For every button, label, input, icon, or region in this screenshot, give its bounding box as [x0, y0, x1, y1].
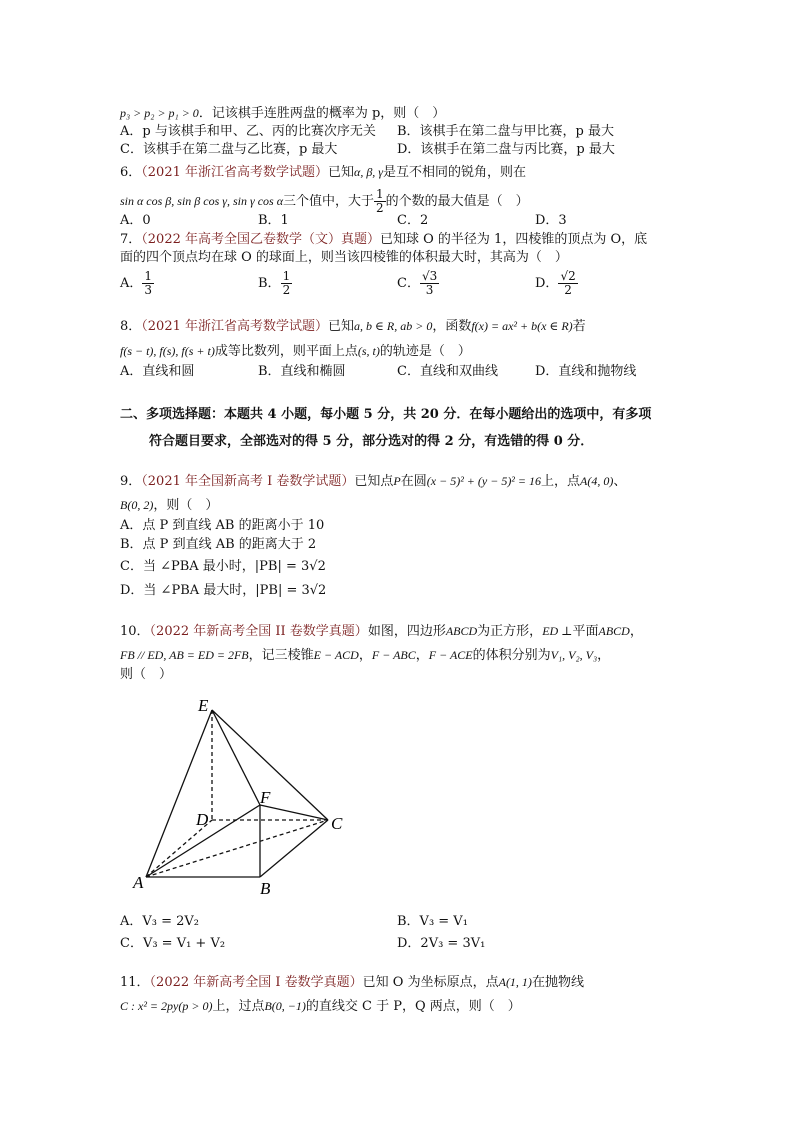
section2-heading-line1: 二、多项选择题：本题共 4 小题，每小题 5 分，共 20 分．在每小题给出的选项中，有多项: [120, 407, 652, 422]
q10-math7: F − ACE: [428, 648, 473, 662]
q10-text2: 为正方形，: [477, 624, 543, 639]
q5-option-a: A．p 与该棋手和甲、乙、丙的比赛次序无关: [120, 124, 376, 139]
q5-condition: [120, 104, 445, 123]
q9-text2: 在圆: [400, 474, 427, 489]
q9-option-a: A．点 P 到直线 AB 的距离小于 10: [120, 518, 325, 533]
q10-math8: V₁, V₂, V₃: [550, 648, 598, 662]
q10-option-a: A．V₃ = 2V₂: [120, 914, 200, 929]
q7-b-den: 2: [282, 283, 291, 297]
edge-BC: [260, 820, 328, 877]
q7-a-num: 1: [144, 269, 153, 283]
q9-math4: B(0, 2): [120, 498, 154, 512]
q7-option-c-label: C．: [397, 276, 420, 291]
q11-stem-line1: [120, 973, 584, 992]
q11-text1: 已知 O 为坐标原点，点: [362, 975, 499, 990]
q9-math3: A(4, 0): [580, 474, 614, 488]
q10-source: （2022 年新高考全国 II 卷数学真题）: [149, 624, 368, 639]
q8-math2: f(x) = ax² + b(x ∈ R): [471, 319, 573, 333]
q7-option-c-fraction: [420, 270, 439, 297]
q11-number: 11．: [120, 975, 150, 990]
q7-c-num: √3: [421, 269, 438, 283]
q10-math2: ED ⊥: [542, 624, 573, 638]
q8-option-b: B．直线和椭圆: [258, 364, 346, 379]
q6-stem-line2: [120, 188, 529, 215]
q6-option-c: C．2: [397, 213, 429, 228]
q10-number: 10．: [120, 624, 150, 639]
fig-label-F: F: [260, 788, 271, 807]
fig-label-E: E: [198, 696, 209, 715]
q10-option-c: C．V₃ = V₁ + V₂: [120, 936, 226, 951]
q10-option-b: B．V₃ = V₁: [397, 914, 468, 929]
q9-math2: (x − 5)² + (y − 5)² = 16: [426, 474, 542, 488]
q6-frac-den: 2: [376, 201, 384, 215]
q7-stem-line1: [120, 231, 647, 249]
q8-math3: f(s − t), f(s), f(s + t): [120, 344, 215, 358]
q9-stem-line2: [120, 496, 218, 515]
q6-option-d: D．3: [535, 213, 567, 228]
q8-math4: (s, t): [357, 344, 380, 358]
q8-text5: 的轨迹是（ ）: [379, 344, 471, 359]
q10-text4: ，: [629, 624, 643, 639]
q7-c-den: 3: [425, 283, 434, 297]
q6-frac-num: 1: [376, 187, 384, 201]
q6-text4: 的个数的最大值是（ ）: [385, 194, 529, 209]
q10-text6: ，: [358, 648, 372, 663]
q10-figure: [130, 695, 360, 900]
q10-text9: ，: [597, 648, 611, 663]
q6-math2: sin α cos β, sin β cos γ, sin γ cos α: [120, 194, 284, 208]
q10-math5: E − ACD: [313, 648, 359, 662]
q9-text1: 已知点: [354, 474, 394, 489]
edge-EA: [146, 710, 212, 877]
q6-text3: 三个值中，大于: [283, 194, 375, 209]
q10-text3: 平面: [572, 624, 599, 639]
q9-source: （2021 年全国新高考 I 卷数学试题）: [141, 474, 355, 489]
q8-option-d: D．直线和抛物线: [535, 364, 637, 379]
q10-text5: ，记三棱锥: [248, 648, 314, 663]
q7-option-a-label: A．: [120, 276, 143, 291]
q7-option-b-label: B．: [258, 276, 281, 291]
q11-math1: A(1, 1): [498, 975, 532, 989]
q7-d-num: √2: [560, 269, 576, 283]
q10-stem-line2: [120, 646, 610, 665]
q5-option-d: D．该棋手在第二盘与丙比赛，p 最大: [397, 142, 615, 157]
q9-stem-line1: [120, 472, 626, 491]
q6-math1: α, β, γ: [354, 165, 384, 179]
q10-stem-line3: 则（ ）: [120, 667, 173, 682]
q5-condition-text: ．记该棋手连胜两盘的概率为 p，则（ ）: [198, 106, 446, 121]
q10-math1: ABCD: [445, 624, 478, 638]
q5-option-c: C．该棋手在第二盘与乙比赛，p 最大: [120, 142, 338, 157]
q7-source: （2022 年高考全国乙卷数学（文）真题）: [141, 232, 380, 247]
q10-stem-line1: [120, 622, 643, 641]
q10-text8: 的体积分别为: [472, 648, 551, 663]
q10-option-d: D．2V₃ = 3V₁: [397, 936, 486, 951]
q11-source: （2022 年新高考全国 I 卷数学真题）: [149, 975, 363, 990]
q8-stem-line2: [120, 342, 471, 361]
q8-math1: a, b ∈ R, ab > 0: [354, 319, 433, 333]
q11-math2: C : x² = 2py(p > 0): [120, 999, 213, 1013]
edge-EF: [212, 710, 260, 805]
edge-AC-dashed: [146, 820, 328, 877]
q10-math3: ABCD: [598, 624, 630, 638]
q9-number: 9．: [120, 474, 142, 489]
q11-stem-line2: [120, 997, 521, 1016]
q6-option-a: A．0: [120, 213, 151, 228]
q11-text2: 在抛物线: [531, 975, 584, 990]
q5-option-b: B．该棋手在第二盘与甲比赛，p 最大: [397, 124, 615, 139]
fig-label-B: B: [260, 879, 271, 898]
q7-a-den: 3: [144, 283, 153, 297]
q8-option-a: A．直线和圆: [120, 364, 195, 379]
q6-stem-line1: [120, 163, 526, 182]
q8-text2: ，函数: [432, 319, 472, 334]
q7-option-d-label: D．: [535, 276, 559, 291]
q6-option-b: B．1: [258, 213, 289, 228]
section2-heading-line2: 符合题目要求，全部选对的得 5 分，部分选对的得 2 分，有选错的得 0 分．: [149, 434, 594, 449]
q9-text4: 、: [613, 474, 627, 489]
q7-option-b-fraction: [281, 270, 293, 297]
q8-text4: 成等比数列，则平面上点: [214, 344, 358, 359]
q8-text3: 若: [572, 319, 586, 334]
q6-number: 6．: [120, 165, 142, 180]
q7-option-d-fraction: [558, 270, 577, 297]
q8-stem-line1: [120, 317, 586, 336]
q7-number: 7．: [120, 232, 142, 247]
q10-math6: F − ABC: [371, 648, 416, 662]
q9-option-b: B．点 P 到直线 AB 的距离大于 2: [120, 537, 317, 552]
q9-option-d: D．当 ∠PBA 最大时，|PB| = 3√2: [120, 583, 327, 598]
q7-text-line1: 已知球 O 的半径为 1，四棱锥的顶点为 O，底: [380, 232, 648, 247]
fig-label-C: C: [331, 814, 343, 833]
q6-half-fraction: [374, 188, 386, 215]
q6-text2: 是互不相同的锐角，则在: [383, 165, 527, 180]
fig-label-A: A: [133, 873, 144, 892]
q6-text1: 已知: [328, 165, 355, 180]
fig-label-D: D: [196, 810, 209, 829]
q8-source: （2021 年浙江省高考数学试题）: [141, 319, 328, 334]
q7-option-d: [535, 270, 578, 297]
q8-option-c: C．直线和双曲线: [397, 364, 498, 379]
q7-option-a-fraction: [142, 270, 154, 297]
q11-text4: 的直线交 C 于 P，Q 两点，则（ ）: [305, 999, 521, 1014]
q7-option-a: [120, 270, 154, 297]
q9-text5: ，则（ ）: [153, 498, 219, 513]
q11-math3: B(0, −1): [264, 999, 306, 1013]
q10-text7: ，: [415, 648, 429, 663]
q9-math1: P: [393, 474, 401, 488]
q9-option-c: C．当 ∠PBA 最小时，|PB| = 3√2: [120, 559, 326, 574]
edge-FC: [260, 805, 328, 820]
q11-text3: 上，过点: [212, 999, 265, 1014]
q8-number: 8．: [120, 319, 142, 334]
q6-source: （2021 年浙江省高考数学试题）: [141, 165, 328, 180]
q5-condition-math: p₃ > p₂ > p₁ > 0: [120, 106, 199, 120]
q7-stem-line2: 面的四个顶点均在球 O 的球面上，则当该四棱锥的体积最大时，其高为（ ）: [120, 250, 568, 265]
q7-b-num: 1: [282, 269, 291, 283]
q9-text3: 上，点: [541, 474, 581, 489]
q7-option-c: [397, 270, 439, 297]
q10-text1: 如图，四边形: [367, 624, 446, 639]
q7-d-den: 2: [564, 283, 572, 297]
q10-math4: FB // ED, AB = ED = 2FB: [120, 648, 249, 662]
q7-option-b: [258, 270, 292, 297]
q8-text1: 已知: [328, 319, 355, 334]
